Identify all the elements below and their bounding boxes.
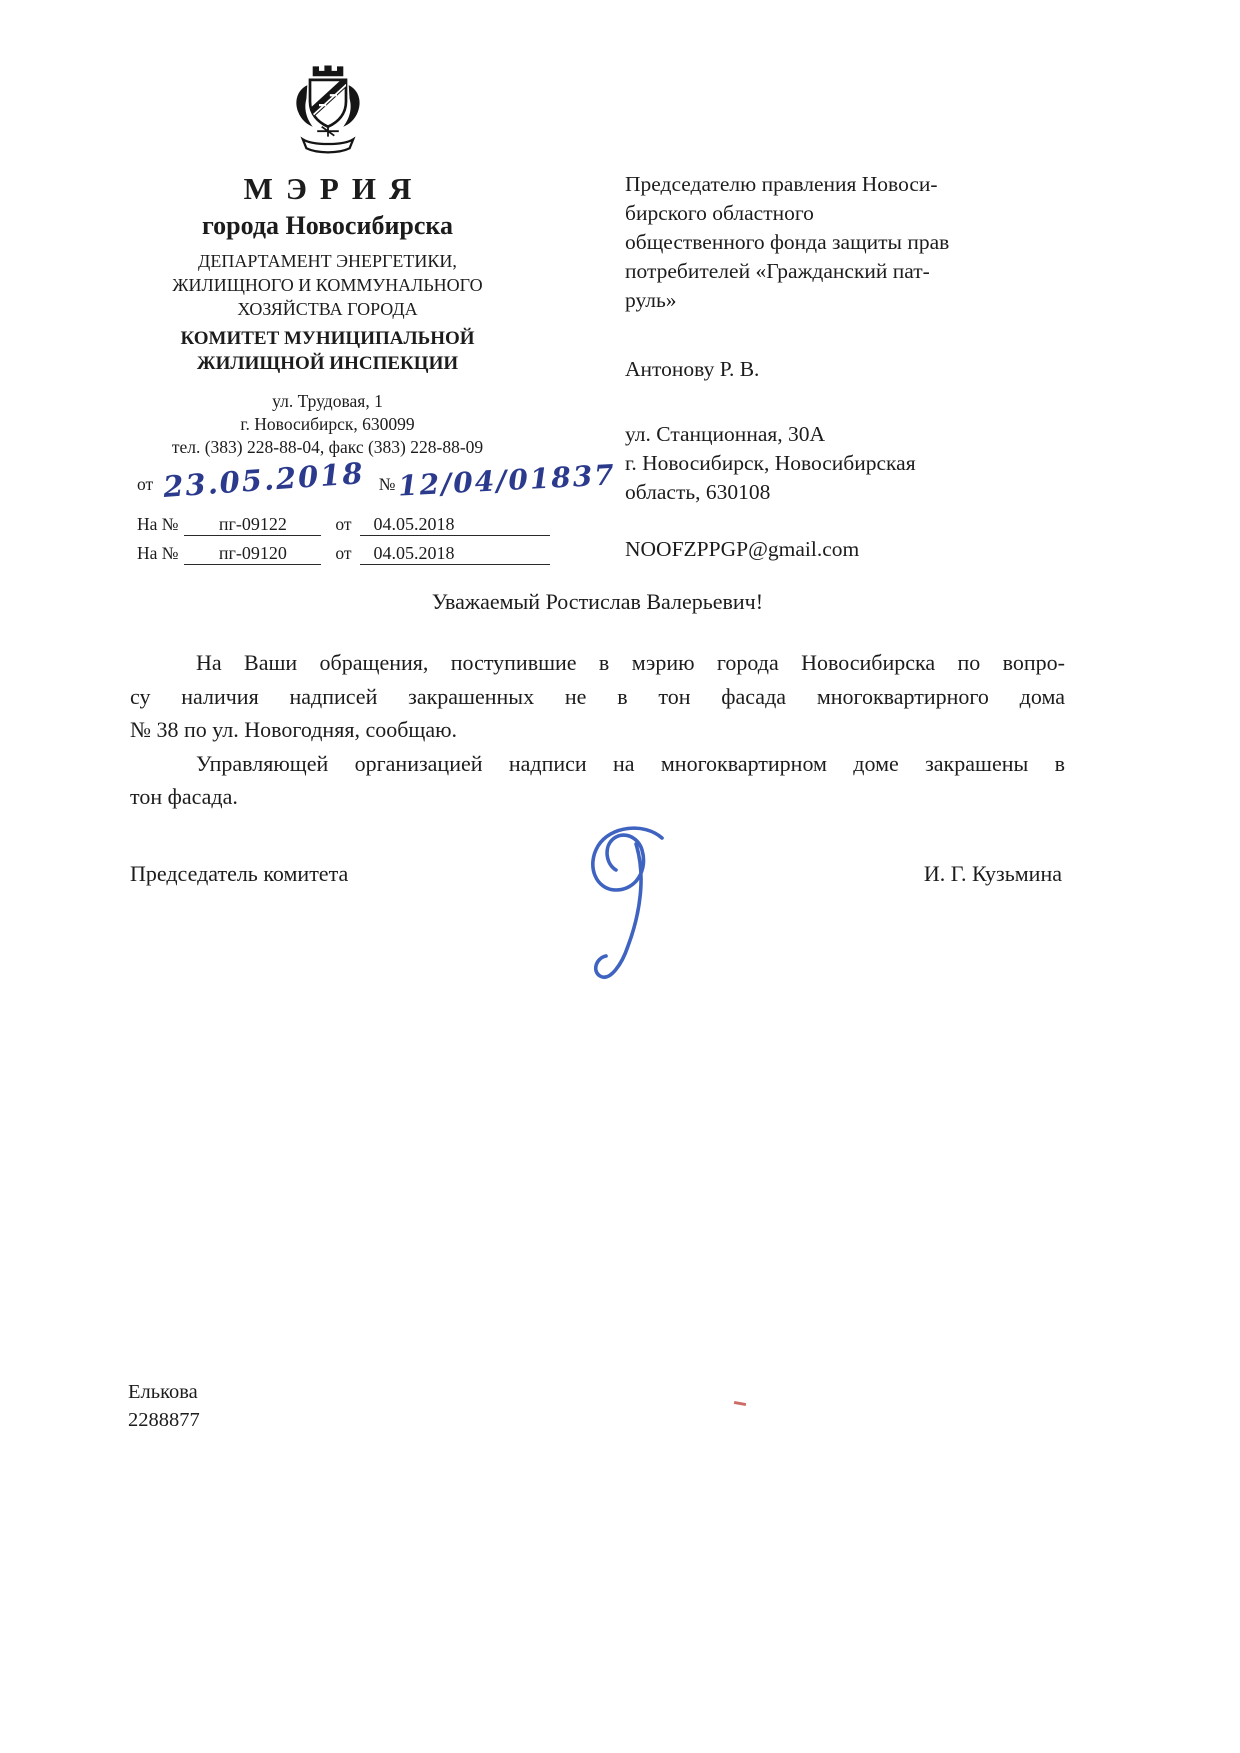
outgoing-number-row xyxy=(105,456,617,507)
sender-street: ул. Трудовая, 1 xyxy=(272,391,383,411)
reference-number: пг-09120 xyxy=(184,543,321,565)
addressee-block xyxy=(625,170,1075,564)
reference-of-label: от xyxy=(335,543,352,563)
novosibirsk-coat-of-arms-icon xyxy=(283,58,373,159)
committee-name xyxy=(105,326,550,376)
body-paragraph-line: Управляющей организацией надписи на многоквартирном доме закрашены в xyxy=(196,750,1065,776)
addressee-org-line: Председателю правления Новоси- xyxy=(625,172,938,196)
addressee-org-line: бирского областного xyxy=(625,201,814,225)
addressee-organization xyxy=(625,170,1075,315)
incoming-reference-row xyxy=(105,514,550,536)
department-name xyxy=(105,249,550,321)
sender-contact-block xyxy=(105,390,550,459)
salutation: Уважаемый Ростислав Валерьевич! xyxy=(431,589,764,614)
department-line: ДЕПАРТАМЕНТ ЭНЕРГЕТИКИ, xyxy=(198,251,457,271)
addressee-org-line: руль» xyxy=(625,288,677,312)
addressee-person-name: Антонову Р. В. xyxy=(625,357,760,381)
body-paragraph-line: су наличия надписей закрашенных не в тон фасада многоквартирного дома xyxy=(130,683,1065,709)
reference-label: На № xyxy=(137,514,179,534)
body-paragraph-line: На Ваши обращения, поступившие в мэрию города Новосибирска по вопро- xyxy=(196,650,1065,675)
addressee-address-line: г. Новосибирск, Новосибирская xyxy=(625,451,916,475)
signer-name: И. Г. Кузьмина xyxy=(923,861,1062,886)
outgoing-number-label: № xyxy=(378,474,396,494)
executor-name: Елькова xyxy=(128,1381,198,1403)
department-line: ХОЗЯЙСТВА ГОРОДА xyxy=(237,299,418,319)
addressee-org-line: потребителей «Гражданский пат- xyxy=(625,259,930,283)
outgoing-number-handwritten: 12/04/01837 xyxy=(396,458,617,503)
signer-position: Председатель комитета xyxy=(130,861,349,886)
reference-label: На № xyxy=(137,543,179,563)
addressee-email: NOOFZPPGP@gmail.com xyxy=(625,537,860,561)
red-ink-mark xyxy=(734,1401,746,1406)
letterhead xyxy=(105,58,617,565)
department-line: ЖИЛИЩНОГО И КОММУНАЛЬНОГО xyxy=(172,275,483,295)
executor-block xyxy=(128,1378,200,1434)
sender-phone-fax: тел. (383) 228-88-04, факс (383) 228-88-09 xyxy=(171,437,484,457)
addressee-address-line: ул. Станционная, 30А xyxy=(625,422,826,446)
committee-line: ЖИЛИЩНОЙ ИНСПЕКЦИИ xyxy=(196,353,459,374)
reference-number: пг-09122 xyxy=(184,514,321,536)
committee-line: КОМИТЕТ МУНИЦИПАЛЬНОЙ xyxy=(180,328,475,349)
addressee-address-line: область, 630108 xyxy=(625,480,771,504)
sender-city: г. Новосибирск, 630099 xyxy=(240,414,415,434)
addressee-org-line: общественного фонда защиты прав xyxy=(625,230,950,254)
org-name-main: МЭРИЯ xyxy=(243,171,425,206)
reference-of-label: от xyxy=(335,514,352,534)
outgoing-from-label: от xyxy=(137,474,154,494)
org-name-city: города Новосибирска xyxy=(201,211,454,240)
letter-body xyxy=(130,646,1065,814)
handwritten-signature xyxy=(552,818,702,998)
incoming-reference-row xyxy=(105,543,550,565)
outgoing-date-handwritten: 23.05.2018 xyxy=(162,456,366,504)
addressee-postal-address xyxy=(625,420,1075,507)
reference-date: 04.05.2018 xyxy=(360,543,550,565)
executor-phone: 2288877 xyxy=(128,1409,200,1431)
body-paragraph-line: тон фасада. xyxy=(130,784,238,809)
reference-date: 04.05.2018 xyxy=(360,514,550,536)
body-paragraph-line: № 38 по ул. Новогодняя, сообщаю. xyxy=(130,717,458,742)
